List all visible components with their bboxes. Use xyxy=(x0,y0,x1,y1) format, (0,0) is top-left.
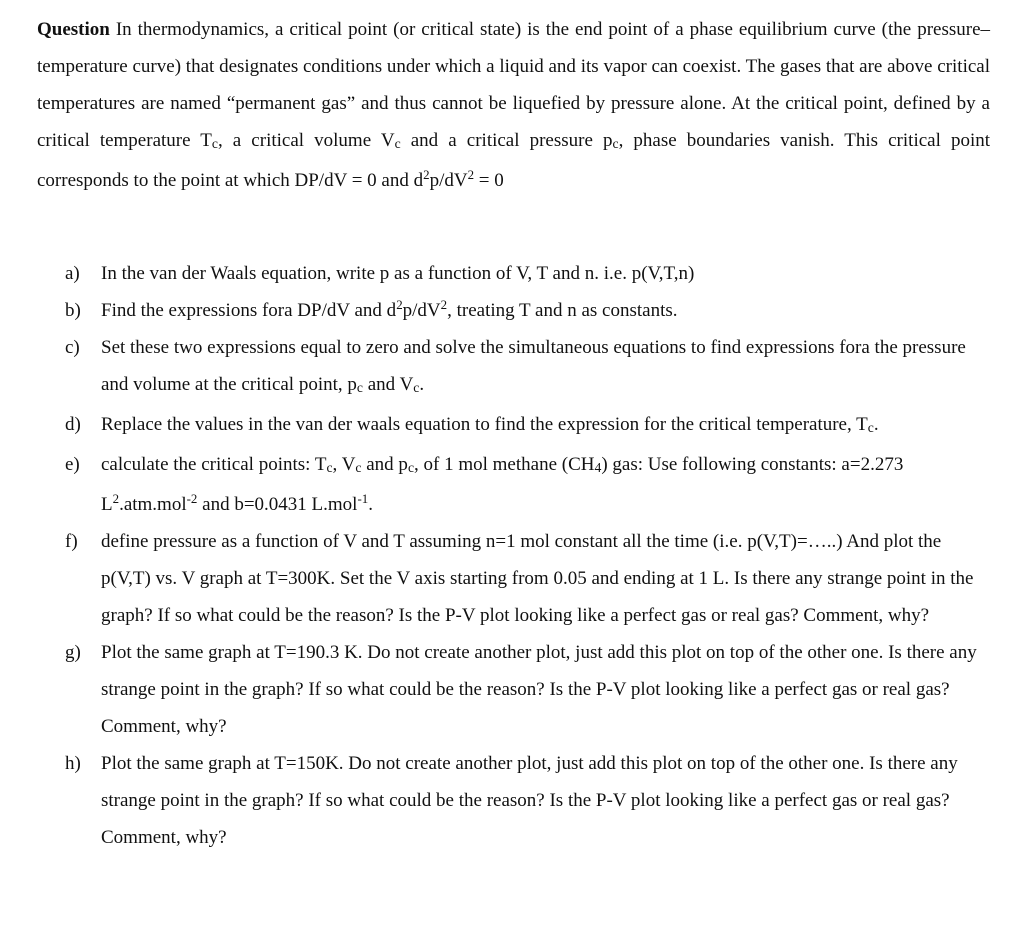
question-paragraph: Question In thermodynamics, a critical point (or critical state) is the end point of a phase equilibrium curve (the pressure–temperature curve) that designates conditions under which a liquid and its vapor can coexist. The gases that are above critical temperatures are named “permanent gas” and thus cannot be liquefied by pressure alone. At the critical point, defined by a critical temperature Tc, a critical volume Vc and a critical pressure pc, phase boundaries vanish. This critical point corresponds to the point at which DP/dV = 0 and $d^2p/dV^2 = 0$ xyxy=(37,19,991,192)
list-item-text: calculate the critical points: Tc, Vc and pc, of 1 mol methane (CH4) gas: Use following constants: a=2.273 $L^2.atm.mol^{-2}$ and b=0.0431 L.mol$^{-1}$. xyxy=(101,454,904,516)
list-marker: a) xyxy=(65,263,80,285)
list-marker: b) xyxy=(65,300,81,322)
list-marker: c) xyxy=(65,337,80,359)
list-item-h xyxy=(37,745,990,856)
list-item-a xyxy=(37,255,990,292)
list-marker: d) xyxy=(65,414,81,436)
list-item-text: Plot the same graph at T=190.3 K. Do not create another plot, just add this plot on top of the other one. Is there any strange point in the graph? If so what could be the reason? Is the P-V plot looking like a perfect gas or real gas? Comment, why? xyxy=(101,642,977,738)
list-item-text: Find the expressions fora DP/dV and $d^2p/dV^2$, treating T and n as constants. xyxy=(101,296,678,322)
list-item-g xyxy=(37,634,990,745)
list-item-text: Plot the same graph at T=150K. Do not create another plot, just add this plot on top of the other one. Is there any strange point in the graph? If so what could be the reason? Is the P-V plot looking like a perfect gas or real gas? Comment, why? xyxy=(101,753,958,849)
question-parts-list xyxy=(37,255,990,856)
list-item-text: Replace the values in the van der waals equation to find the expression for the critical temperature, Tc. xyxy=(101,414,879,436)
list-item-d xyxy=(37,406,990,446)
list-marker: g) xyxy=(65,642,81,664)
list-item-f xyxy=(37,523,990,634)
list-item-text: In the van der Waals equation, write p as a function of V, T and n. i.e. p(V,T,n) xyxy=(101,263,695,285)
list-marker: f) xyxy=(65,531,78,553)
question-intro xyxy=(37,11,990,199)
list-item-e xyxy=(37,446,990,523)
list-item-b xyxy=(37,292,990,329)
list-marker: h) xyxy=(65,753,81,775)
list-item-c xyxy=(37,329,990,406)
list-item-text: Set these two expressions equal to zero and solve the simultaneous equations to find expressions fora the pressure and volume at the critical point, pc and Vc. xyxy=(101,337,966,396)
list-marker: e) xyxy=(65,454,80,476)
list-item-text: define pressure as a function of V and T assuming n=1 mol constant all the time (i.e. p(V,T)=…..) And plot the p(V,T) vs. V graph at T=300K. Set the V axis starting from 0.05 and ending at 1 L. Is there any strange point in the graph? If so what could be the reason? Is the P-V plot looking like a perfect gas or real gas? Comment, why? xyxy=(101,531,974,627)
question-heading: Question xyxy=(37,19,110,40)
